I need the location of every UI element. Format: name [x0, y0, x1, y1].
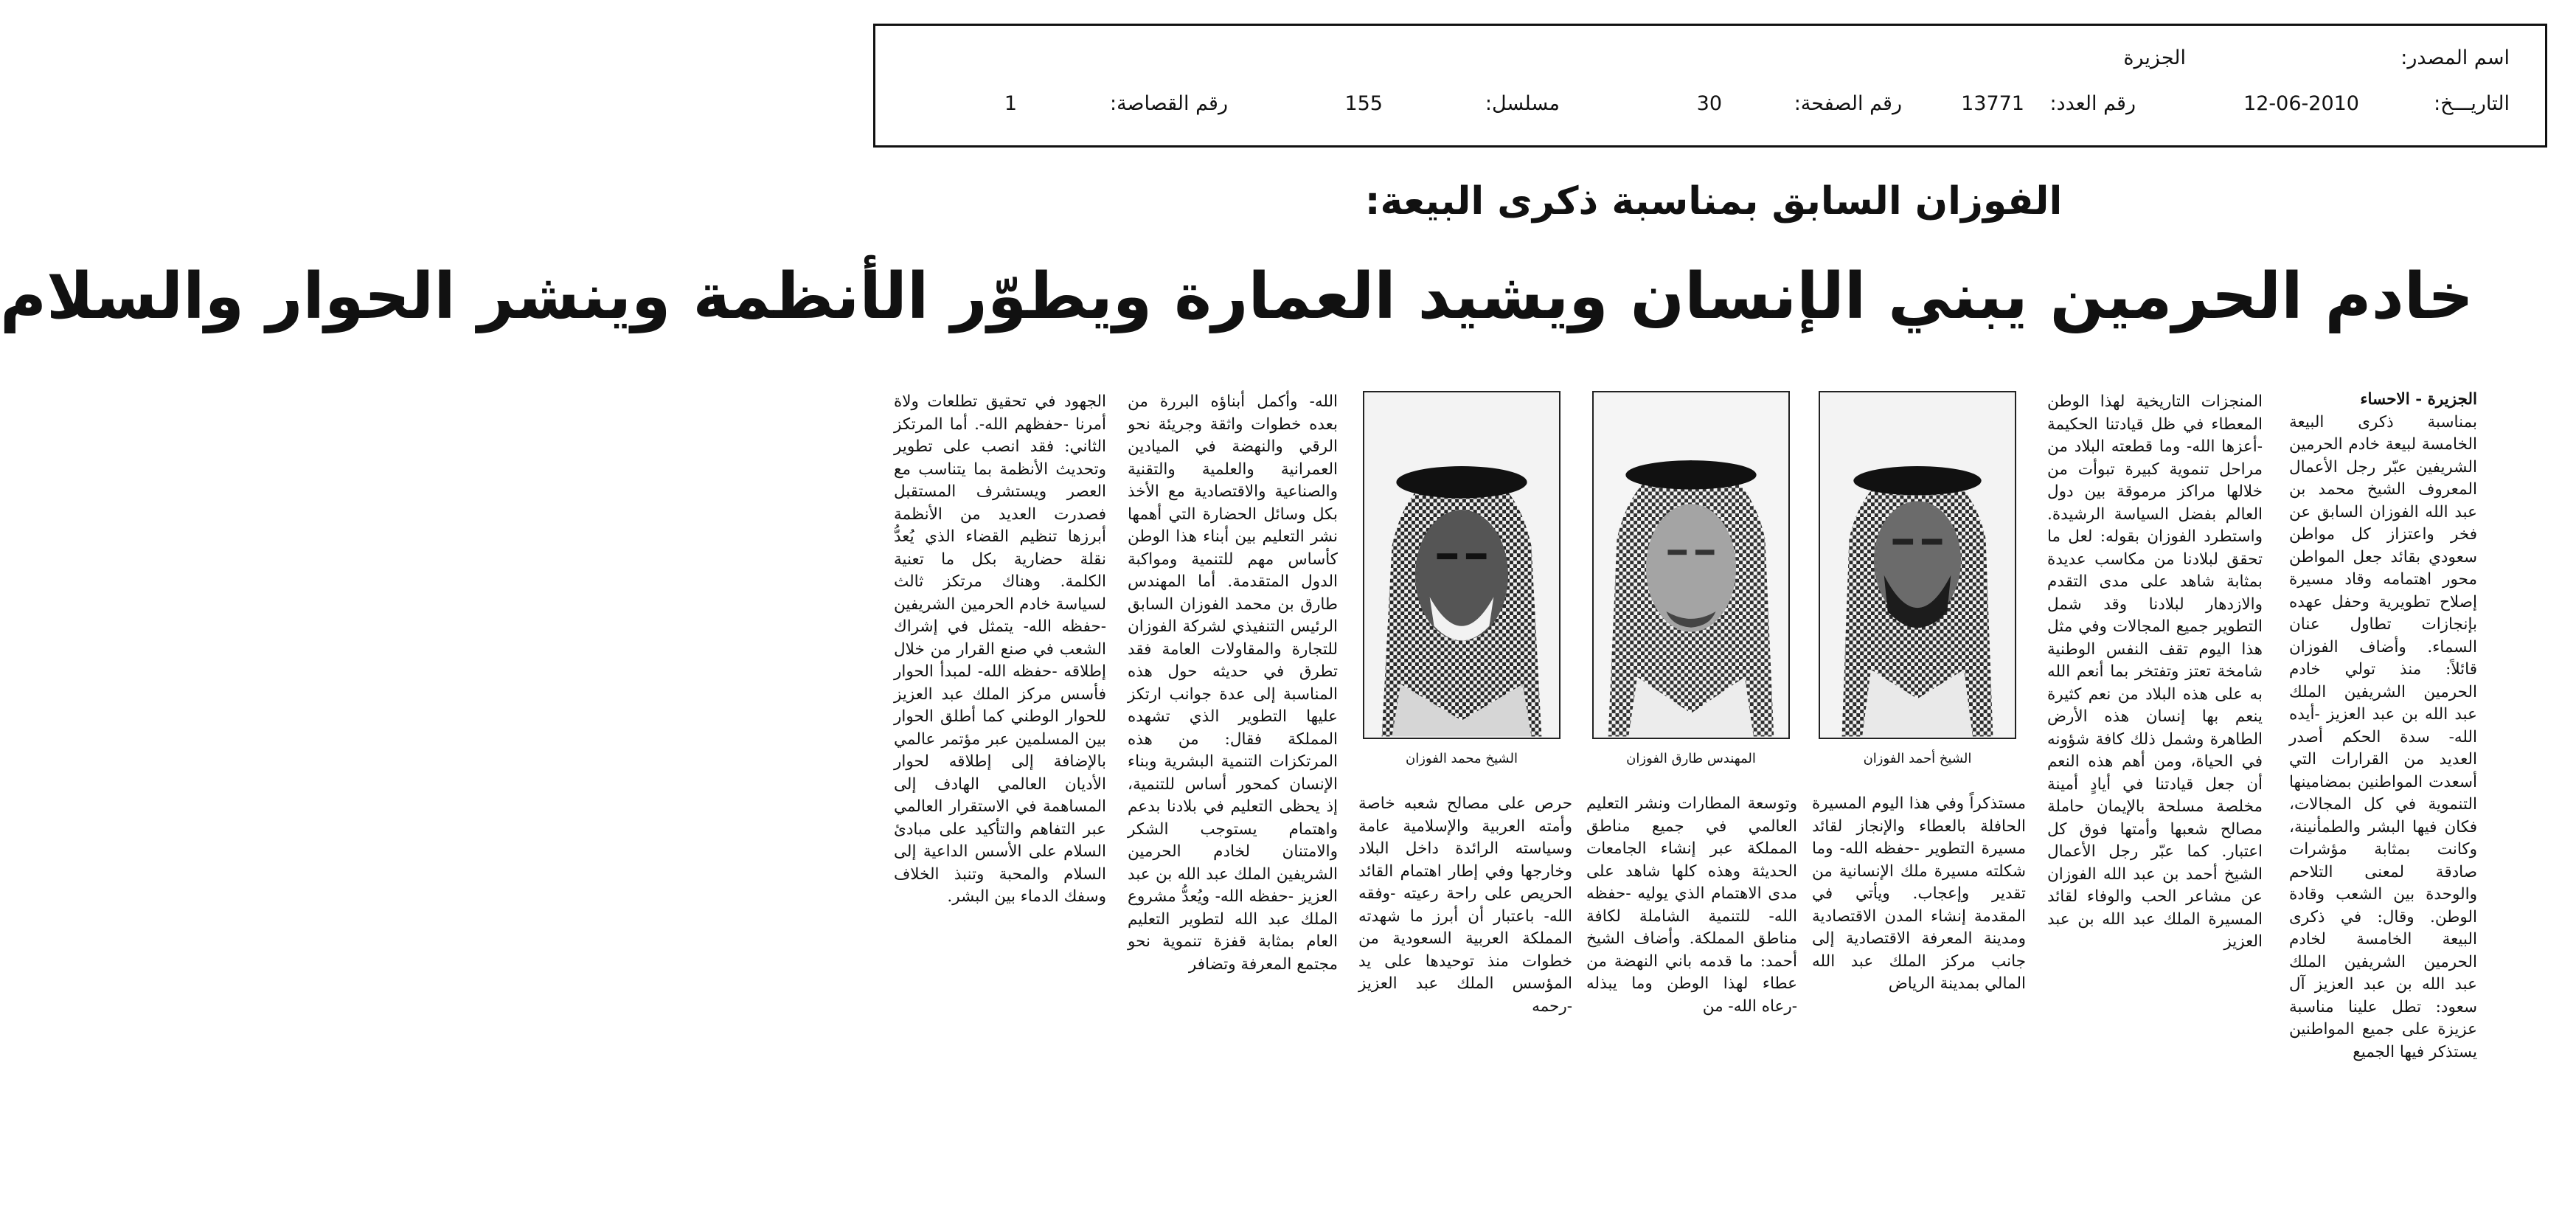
article-column-3: [1812, 793, 2026, 1047]
column-4-text: وتوسعة المطارات ونشر التعليم العالمي في جميع مناطق المملكة عبر إنشاء الجامعات الحديثة وهذه كلها شاهد على مدى الاهتمام الذي يوليه -حفظه الله- للتنمية الشاملة لكافة مناطق المملكة. وأضاف الشيخ أحمد: ما قدمه باني النهضة من عطاء لهذا الوطن وما يبذله -رعاه الله- من: [1586, 794, 1797, 1016]
portrait-photo-icon: [1364, 392, 1559, 738]
article-column-1: [2289, 389, 2477, 1061]
photo-caption-mohammed: الشيخ محمد الفوزان: [1406, 751, 1518, 766]
issue-value: 13771: [1961, 92, 2024, 115]
article-column-2: [2047, 391, 2263, 1047]
date-value: 12-06-2010: [2243, 92, 2359, 115]
column-3-text: مستذكراً وفي هذا اليوم المسيرة الحافلة بالعطاء والإنجاز لقائد مسيرة التطوير -حفظه الله- وما شكلته مسيرة ملك الإنسانية من تقدير وإعجاب. ويأتي في المقدمة إنشاء المدن الاقتصادية ومدينة المعرفة الاقتصادية إلى جانب مركز الملك عبد الله المالي بمدينة الرياض: [1812, 794, 2026, 993]
portrait-photo-mohammed: [1363, 391, 1560, 739]
column-2-text: المنجزات التاريخية لهذا الوطن المعطاء في ظل قيادتنا الحكيمة -أعزها الله- وما قطعته البلاد من مراحل تنموية كبيرة تبوأت من خلالها مراكز مرموقة بين دول العالم بفضل السياسة الرشيدة. واستطرد الفوزان بقوله: لعل ما تحقق لبلادنا من مكاسب عديدة بمثابة شاهد على مدى التقدم والازدهار لبلادنا وقد شمل التطوير جميع المجالات وفي مثل هذا اليوم تقف النفس الوطنية شامخة تعتز وتفتخر بما أنعم الله به على هذه البلاد من نعم كثيرة ينعم بها إنسان هذه الأرض الطاهرة وشمل ذلك كافة شؤونه في الحياة، ومن أهم هذه النعم أن جعل قيادتنا في أيادٍ أمينة مخلصة مسلحة بالإيمان حاملة مصالح شعبها وأمتها فوق كل اعتبار. كما عبّر رجل الأعمال الشيخ أحمد بن عبد الله الفوزان عن مشاعر الحب والوفاء لقائد المسيرة الملك عبد الله بن عبد العزيز: [2047, 392, 2263, 951]
article-column-4: [1586, 793, 1797, 1047]
article-column-5: [1358, 793, 1572, 1047]
article-column-7: [894, 391, 1106, 1047]
page-value: 30: [1696, 92, 1722, 115]
column-5-text: حرص على مصالح شعبه خاصة وأمته العربية والإسلامية عامة وسياسته الرائدة داخل البلاد وخارجها وفي إطار اهتمام القائد الحريص على راحة رعيته -وفقه الله- باعتبار أن أبرز ما شهدته المملكة العربية السعودية من خطوات منذ توحيدها على يد المؤسس الملك عبد العزيز -رحمه: [1358, 794, 1572, 1016]
source-info-box: [873, 24, 2547, 148]
issue-label: رقم العدد:: [2049, 92, 2136, 115]
portrait-photo-icon: [1820, 392, 2015, 738]
portrait-photo-ahmed: [1819, 391, 2016, 739]
clip-value: 1: [1004, 92, 1017, 115]
date-label: التاريـــخ:: [2434, 92, 2510, 115]
column-7-text: الجهود في تحقيق تطلعات ولاة أمرنا -حفظهم الله-. أما المرتكز الثاني: فقد انصب على تطوير وتحديث الأنظمة بما يتناسب مع العصر ويستشرف المستقبل فصدرت العديد من الأنظمة أبرزها تنظيم القضاء الذي يُعدُّ نقلة حضارية بكل ما تعنية الكلمة. وهناك مرتكز ثالث لسياسة خادم الحرمين الشريفين -حفظه الله- يتمثل في إشراك الشعب في صنع القرار من خلال إطلاقه -حفظه الله- لمبدأ الحوار فأسس مركز الملك عبد العزيز للحوار الوطني كما أطلق الحوار بين المسلمين عبر مؤتمر عالمي بالإضافة إلى إطلاقه لحوار الأديان العالمي الهادف إلى المساهمة في الاستقرار العالمي عبر التفاهم والتأكيد على مبادئ السلام على الأسس الداعية إلى السلام والمحبة وتنبذ الخلاف وسفك الدماء بين البشر.: [894, 392, 1106, 906]
article-dateline: الجزيرة - الاحساء: [2360, 390, 2477, 409]
photo-caption-tariq: المهندس طارق الفوزان: [1626, 751, 1756, 766]
clip-label: رقم القصاصة:: [1109, 92, 1228, 115]
article-headline: خادم الحرمين يبني الإنسان ويشيد العمارة ويطوّر الأنظمة وينشر الحوار والسلام: [0, 260, 2473, 333]
column-1-text: بمناسبة ذكرى البيعة الخامسة لبيعة خادم الحرمين الشريفين عبّر رجل الأعمال المعروف الشيخ محمد بن عبد الله الفوزان السابق عن فخر واعتزاز كل مواطن سعودي بقائد جعل المواطن محور اهتمامه وقاد مسيرة إصلاح تطويرية وحفل عهده بإنجازات تطاول عنان السماء. وأضاف الفوزان قائلاً: منذ تولي خادم الحرمين الشريفين الملك عبد الله بن عبد العزيز -أيده الله- سدة الحكم أصدر العديد من القرارات التي أسعدت المواطنين بمضامينها التنموية في كل المجالات، فكان فيها البشر والطمأنينة، وكانت بمثابة مؤشرات صادقة لمعنى التلاحم والوحدة بين الشعب وقادة الوطن. وقال: في ذكرى البيعة الخامسة لخادم الحرمين الشريفين الملك عبد الله بن عبد العزيز آل سعود: تطل علينا مناسبة عزيزة على جميع المواطنين يستذكر فيها الجميع: [2289, 412, 2477, 1061]
serial-label: مسلسل:: [1485, 92, 1560, 115]
photo-caption-ahmed: الشيخ أحمد الفوزان: [1863, 751, 1972, 766]
portrait-photo-icon: [1594, 392, 1788, 738]
source-label: اسم المصدر:: [2400, 46, 2510, 69]
column-6-text: الله- وأكمل أبناؤه البررة من بعده خطوات واثقة وجريئة نحو الرقي والنهضة في الميادين العمرانية والعلمية والتقنية والصناعية والاقتصادية مع الأخذ بكل وسائل الحضارة التي أهمها نشر التعليم بين أبناء هذا الوطن كأساس مهم للتنمية ومواكبة الدول المتقدمة. أما المهندس طارق بن محمد الفوزان السابق الرئيس التنفيذي لشركة الفوزان للتجارة والمقاولات العامة فقد تطرق في حديثه حول هذه المناسبة إلى عدة جوانب ارتكز عليها التطوير الذي تشهده المملكة فقال: من هذه المرتكزات التنمية البشرية وبناء الإنسان كمحور أساس للتنمية، إذ يحظى التعليم في بلادنا بدعم واهتمام يستوجب الشكر والامتنان لخادم الحرمين الشريفين الملك عبد الله بن عبد العزيز -حفظه الله- ويُعدُّ مشروع الملك عبد الله لتطوير التعليم العام بمثابة قفزة تنموية نحو مجتمع المعرفة وتضافر: [1128, 392, 1338, 974]
page-label: رقم الصفحة:: [1794, 92, 1902, 115]
portrait-photo-tariq: [1592, 391, 1790, 739]
article-subtitle: الفوزان السابق بمناسبة ذكرى البيعة:: [1364, 179, 2063, 223]
article-column-6: [1128, 391, 1338, 1047]
source-value: الجزيرة: [2123, 46, 2186, 69]
serial-value: 155: [1344, 92, 1383, 115]
